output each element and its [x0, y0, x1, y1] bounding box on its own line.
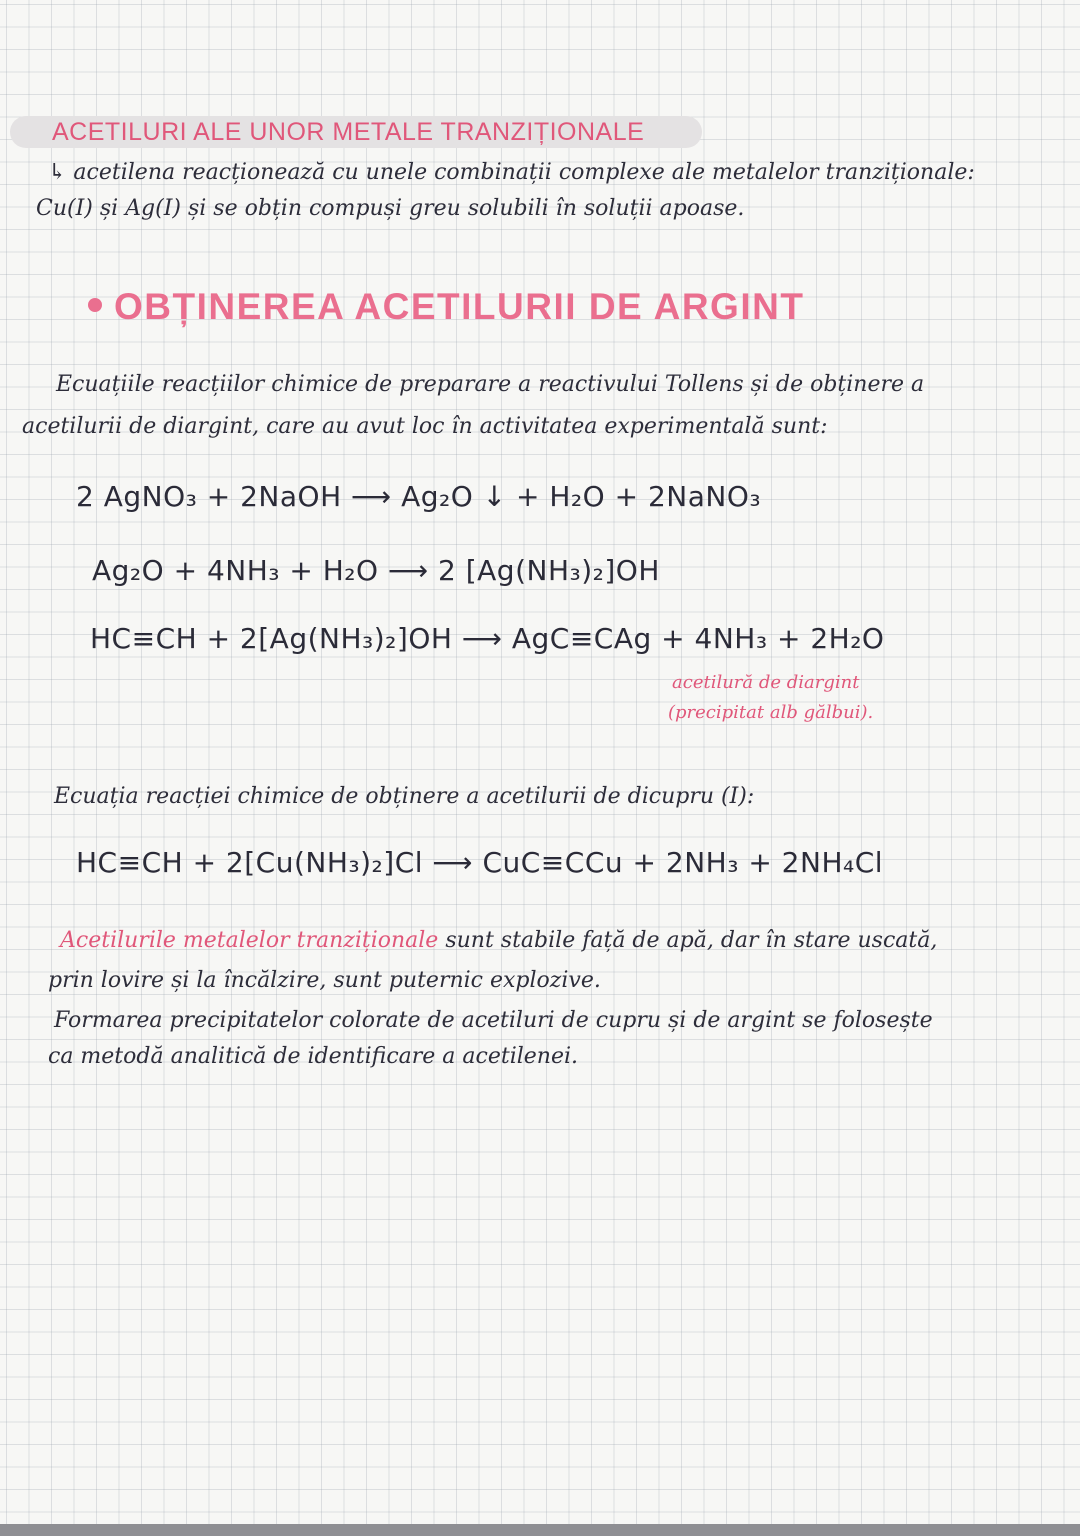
paragraph3-highlight: Acetilurile metalelor tranziționale [60, 928, 439, 953]
bullet-icon [88, 298, 102, 312]
intro-line-2: Cu(I) și Ag(I) și se obțin compuși greu solubili în soluții apoase. [36, 196, 745, 221]
paragraph3-line-4: ca metodă analitică de identificare a acetilenei. [48, 1044, 579, 1069]
intro-line-1: ↳ acetilena reacționează cu unele combinații complexe ale metalelor tranziționale: [48, 160, 975, 185]
paragraph3-line-3: Formarea precipitatelor colorate de acetiluri de cupru și de argint se folosește [54, 1008, 933, 1033]
product-note-line-2: (precipitat alb gălbui). [668, 702, 874, 723]
paragraph1-line-1: Ecuațiile reacțiilor chimice de preparare a reactivului Tollens și de obținere a [56, 372, 925, 397]
section-heading-text: OBȚINEREA ACETILURII DE ARGINT [114, 286, 805, 327]
paragraph3-line-1 [60, 928, 937, 953]
equation-4: HC≡CH + 2[Cu(NH₃)₂]Cl ⟶ CuC≡CCu + 2NH₃ + 2NH₄Cl [76, 846, 884, 879]
product-note-line-1: acetilură de diargint [672, 672, 860, 693]
paragraph3-line-2: prin lovire și la încălzire, sunt puternic explozive. [48, 968, 601, 993]
page-title: ACETILURI ALE UNOR METALE TRANZIȚIONALE [52, 118, 645, 146]
bottom-edge [0, 1524, 1080, 1536]
equation-2: Ag₂O + 4NH₃ + H₂O ⟶ 2 [Ag(NH₃)₂]OH [92, 554, 660, 587]
section-heading [88, 286, 804, 328]
equation-1: 2 AgNO₃ + 2NaOH ⟶ Ag₂O ↓ + H₂O + 2NaNO₃ [76, 480, 762, 513]
equation-3: HC≡CH + 2[Ag(NH₃)₂]OH ⟶ AgC≡CAg + 4NH₃ + 2H₂O [90, 622, 885, 655]
paragraph2: Ecuația reacției chimice de obținere a acetilurii de dicupru (I): [54, 784, 755, 809]
paragraph1-line-2: acetilurii de diargint, care au avut loc în activitatea experimentală sunt: [22, 414, 828, 439]
paragraph3-line-1-rest: sunt stabile față de apă, dar în stare uscată, [438, 928, 938, 953]
